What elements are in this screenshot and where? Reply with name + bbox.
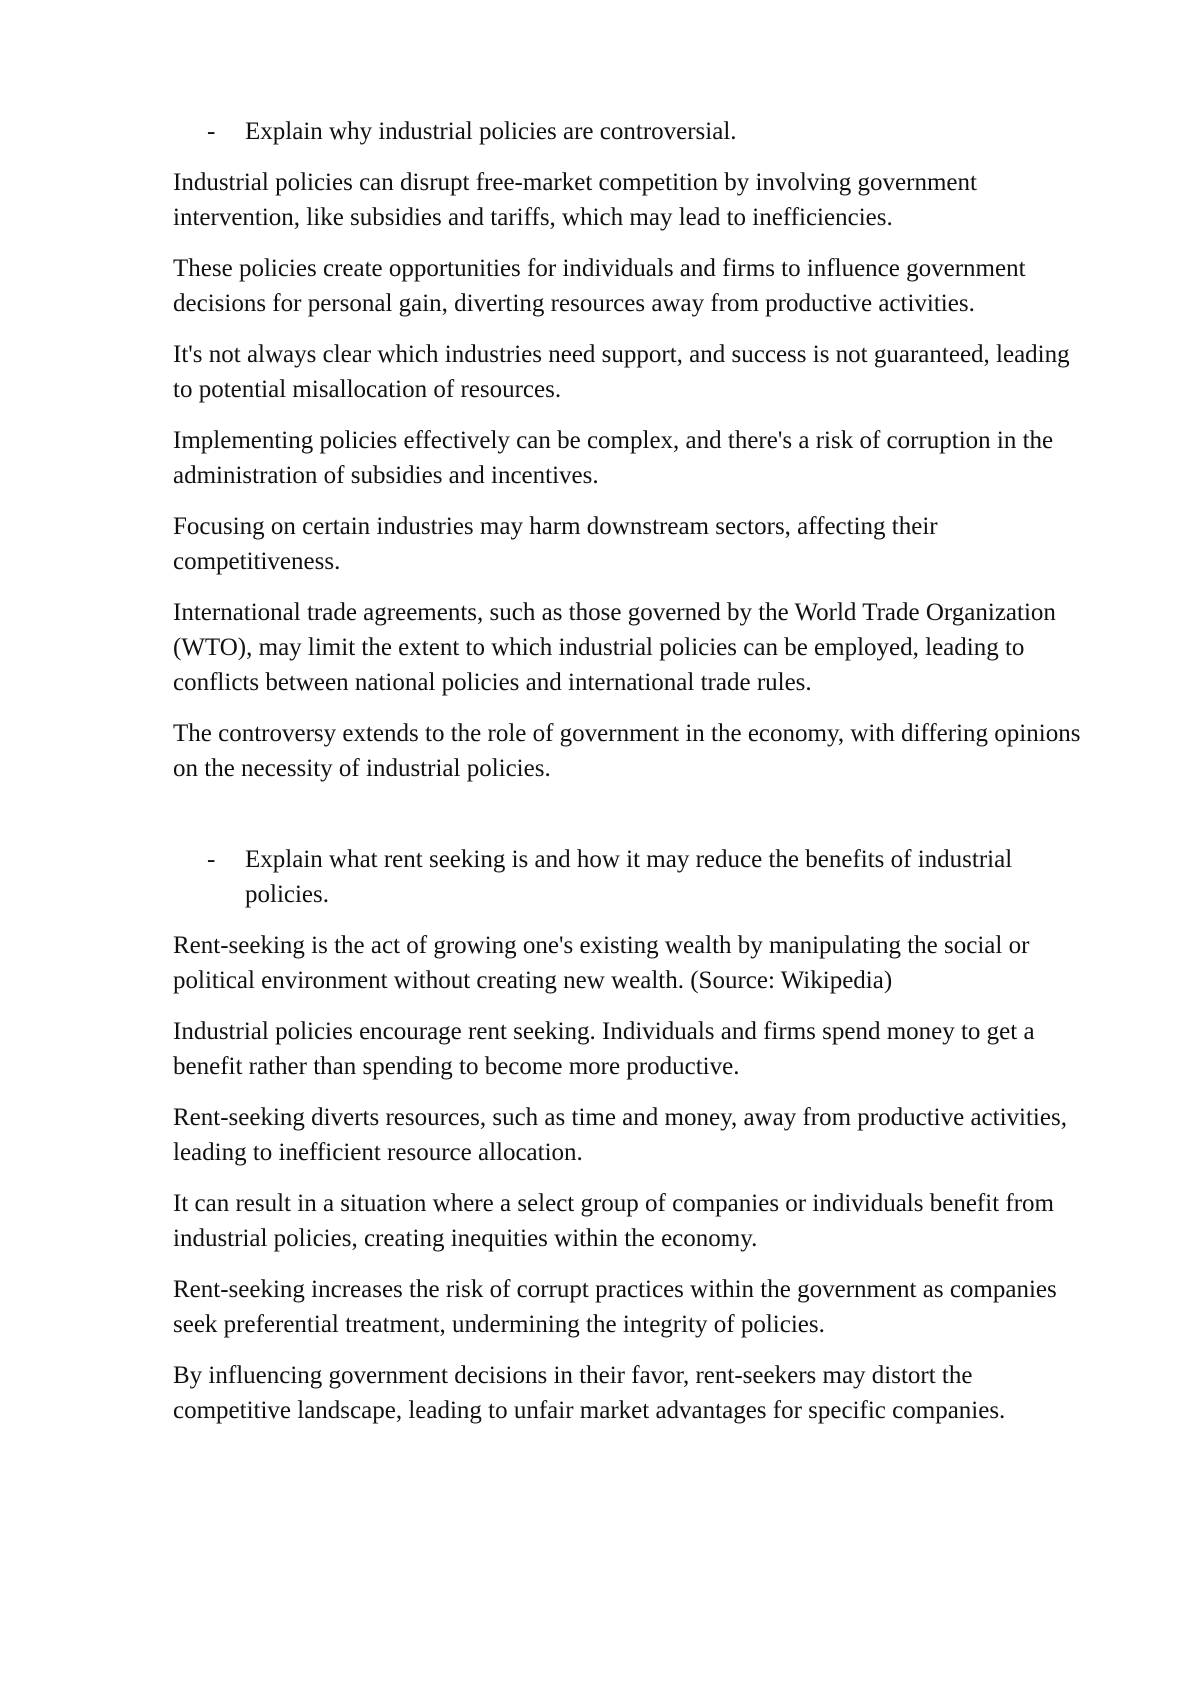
answer-paragraph: Focusing on certain industries may harm downstream sectors, affecting their competitiveness. bbox=[173, 513, 938, 575]
answer-paragraph: These policies create opportunities for individuals and firms to influence government decisions for personal gain, diverting resources away from productive activities. bbox=[173, 255, 1026, 317]
document-body bbox=[173, 114, 1093, 1444]
list-dash-marker: - bbox=[207, 118, 216, 145]
question-item bbox=[173, 842, 1093, 912]
answer-paragraph: Industrial policies encourage rent seeking. Individuals and firms spend money to get a benefit rather than spending to become more productive. bbox=[173, 1018, 1035, 1080]
list-dash-marker: - bbox=[207, 846, 216, 873]
question-text: Explain why industrial policies are controversial. bbox=[245, 118, 737, 145]
answer-paragraph: Rent-seeking is the act of growing one's existing wealth by manipulating the social or political environment without creating new wealth. (Source: Wikipedia) bbox=[173, 932, 1030, 994]
answer-paragraph: Implementing policies effectively can be complex, and there's a risk of corruption in the administration of subsidies and incentives. bbox=[173, 427, 1054, 489]
answer-paragraph: It can result in a situation where a select group of companies or individuals benefit from industrial policies, creating inequities within the economy. bbox=[173, 1190, 1054, 1252]
answer-paragraph: Industrial policies can disrupt free-market competition by involving government intervention, like subsidies and tariffs, which may lead to inefficiencies. bbox=[173, 169, 977, 231]
section-rent-seeking bbox=[173, 842, 1093, 1428]
answer-paragraph: Rent-seeking increases the risk of corrupt practices within the government as companies seek preferential treatment, undermining the integrity of policies. bbox=[173, 1276, 1057, 1338]
section-industrial-policy-controversy bbox=[173, 114, 1093, 786]
answer-paragraph: By influencing government decisions in their favor, rent-seekers may distort the competitive landscape, leading to unfair market advantages for specific companies. bbox=[173, 1362, 1006, 1424]
question-text: Explain what rent seeking is and how it may reduce the benefits of industrial policies. bbox=[245, 846, 1013, 908]
question-item bbox=[173, 114, 1093, 149]
answer-paragraph: It's not always clear which industries need support, and success is not guaranteed, leading to potential misallocation of resources. bbox=[173, 341, 1070, 403]
answer-paragraph: International trade agreements, such as those governed by the World Trade Organization (WTO), may limit the extent to which industrial policies can be employed, leading to conflicts between national policies and international trade rules. bbox=[173, 599, 1056, 696]
answer-paragraph: Rent-seeking diverts resources, such as time and money, away from productive activities, leading to inefficient resource allocation. bbox=[173, 1104, 1067, 1166]
answer-paragraph: The controversy extends to the role of government in the economy, with differing opinions on the necessity of industrial policies. bbox=[173, 720, 1081, 782]
